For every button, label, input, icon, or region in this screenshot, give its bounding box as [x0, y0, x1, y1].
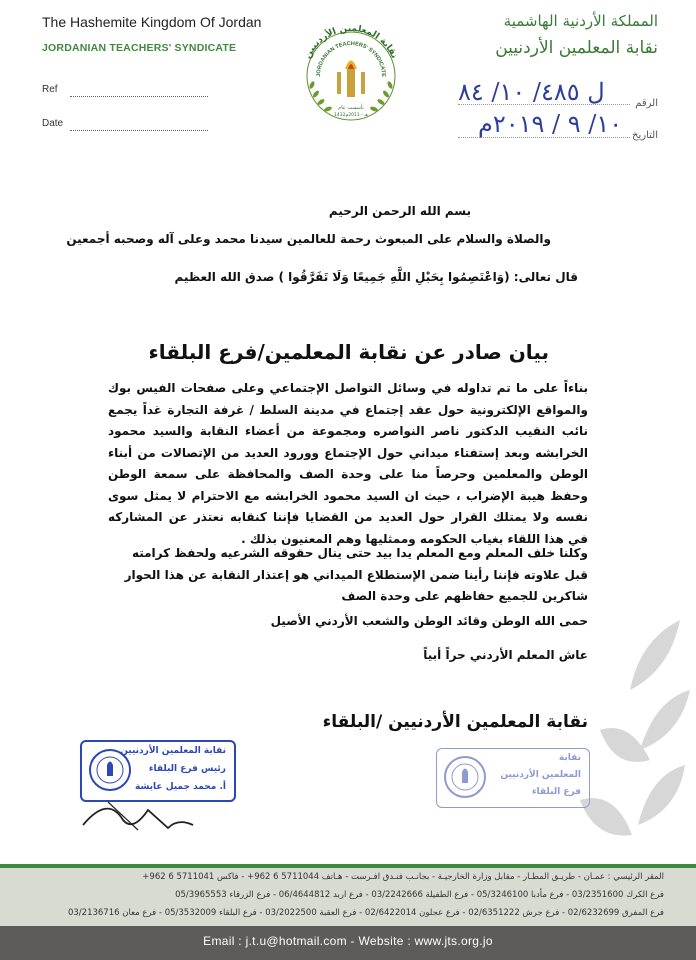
date-dotted-line	[70, 130, 208, 131]
salat-line: والصلاة والسلام على المبعوث رحمة للعالمين سيدنا محمد وعلى آله وصحبه أجمعين	[66, 232, 551, 246]
ref-dotted-line	[70, 96, 208, 97]
stamp-right	[436, 748, 590, 808]
footer-branches-2: فرع المفرق 02/6232699 - فرع جرش 02/6351222 - فرع عجلون 02/6422014 - فرع العقبة 03/2022500 - فرع البلقاء 05/3532009 - فرع معان 03/2136716	[67, 908, 664, 918]
stamp-right-line-2: المعلمين الأردنيين	[500, 770, 581, 780]
raqm-label: الرقم	[635, 98, 658, 109]
syndicate-logo	[292, 14, 410, 132]
tarikh-label: التاريخ	[632, 130, 658, 141]
logo-en-name: JORDANIAN TEACHERS' SYNDICATE	[315, 40, 387, 77]
footer-contact: Email : j.t.u@hotmail.com - Website : www.jts.org.jo	[203, 934, 493, 948]
stamp-left-line-3: أ. محمد جميل عايشة	[135, 782, 226, 792]
stamp-right-line-1: نقابة	[558, 753, 581, 763]
logo-ar-name: نقابة المعلمين الأردنيين	[303, 23, 400, 61]
tarikh-dotted-line	[458, 137, 630, 138]
stamp-left-line-1: نقابة المعلمين الأردنيين	[120, 746, 226, 756]
logo-years: 1432هـ - 2011م	[334, 113, 368, 118]
leaves-watermark	[560, 600, 696, 860]
statement-paragraph-1: بناءاً على ما تم تداوله في وسائل التواصل الإجتماعي وعلى صفحات الفيس بوك والمواقع الإلكترونية حول عقد إجتماع في مدينة السلط / غرفة التجارة غداً يجمع نائب النقيب الدكتور ناصر النواصره ومجموعة من أعضاء النقابة والسيد محمود الخرابشه وبعد إستفتاء ميداني حول الإجتماع وورود العديد من الإتصالات من أبناء الوطن والمعلمين وحرصاً منا على وحدة الصف والمحافظة على سمعة الوطن وحفظ هيبة الإضراب ، حيث ان السيد محمود الخرابشه مع الاحترام لا يمثل سوى نفسه ولا يمتلك القرار حول العديد من القضايا فإننا كنقابه نعتذر عن المشاركه في هذا اللقاء بغياب الحكومه وممثليها وهم المعنيون بذلك .	[108, 381, 588, 546]
handwritten-signature	[78, 790, 198, 835]
header-en-title: The Hashemite Kingdom Of Jordan	[42, 14, 262, 30]
stamp-right-line-3: فرع البلقاء	[531, 787, 581, 797]
stamp-right-emblem-icon	[443, 755, 487, 799]
footer-branches-1: فرع الكرك 03/2351600 - فرع مأدبا 05/3246100 - فرع الطفيلة 03/2242666 - فرع اربد 06/4644812 - فرع الزرقاء 05/3965553	[175, 890, 664, 900]
raqm-dotted-line	[458, 104, 630, 105]
signature-title: نقابة المعلمين الأردنيين /البلقاء	[322, 712, 588, 732]
header-ar-title: المملكة الأردنية الهاشمية	[503, 12, 658, 30]
basmala: بسم الله الرحمن الرحيم	[328, 204, 471, 218]
quran-verse: قال تعالى: (وَاعْتَصِمُوا بِحَبْلِ اللَّهِ جَمِيعًا وَلَا تَفَرَّقُوا ) صدق الله العظيم	[174, 270, 578, 284]
statement-heading: بيان صادر عن نقابة المعلمين/فرع البلقاء	[148, 340, 549, 364]
header-en-syndicate: JORDANIAN TEACHERS' SYNDICATE	[42, 42, 237, 54]
header-ar-syndicate: نقابة المعلمين الأردنيين	[495, 38, 658, 58]
ref-label: Ref	[42, 84, 58, 95]
closing-line-1: حمى الله الوطن وقائد الوطن والشعب الأردني الأصيل	[270, 614, 588, 628]
handwritten-ref-number: ل ٤٨٥/ ١٠/ ٨٤	[458, 78, 605, 106]
statement-paragraph-2: وكلنا خلف المعلم ومع المعلم يدا بيد حتى ينال حقوقه الشرعيه ولحفظ كرامته قبل علاوته فإننا رأينا ضمن الإستطلاع الميداني هو إعتذار النقابة عن هذا الحوار شاكرين للجميع حفاظهم على وحدة الصف	[124, 546, 588, 603]
handwritten-date: ١٠/ ٩ / ٢٠١٩م	[478, 110, 623, 138]
closing-line-2: عاش المعلم الأردني حراً أبياً	[423, 648, 588, 662]
footer-main-address: المقر الرئيسي : عمـان - طريـق المطـار - مقابل وزارة الخارجيـة - بجانـب فنـدق افـرست - هـاتف 5711044 6 962+ - فاكس 5711041 6 962+	[142, 872, 664, 882]
logo-founded: تأسست عام	[338, 105, 364, 111]
stamp-left-line-2: رئيس فرع البلقاء	[148, 764, 226, 774]
date-label: Date	[42, 118, 64, 129]
